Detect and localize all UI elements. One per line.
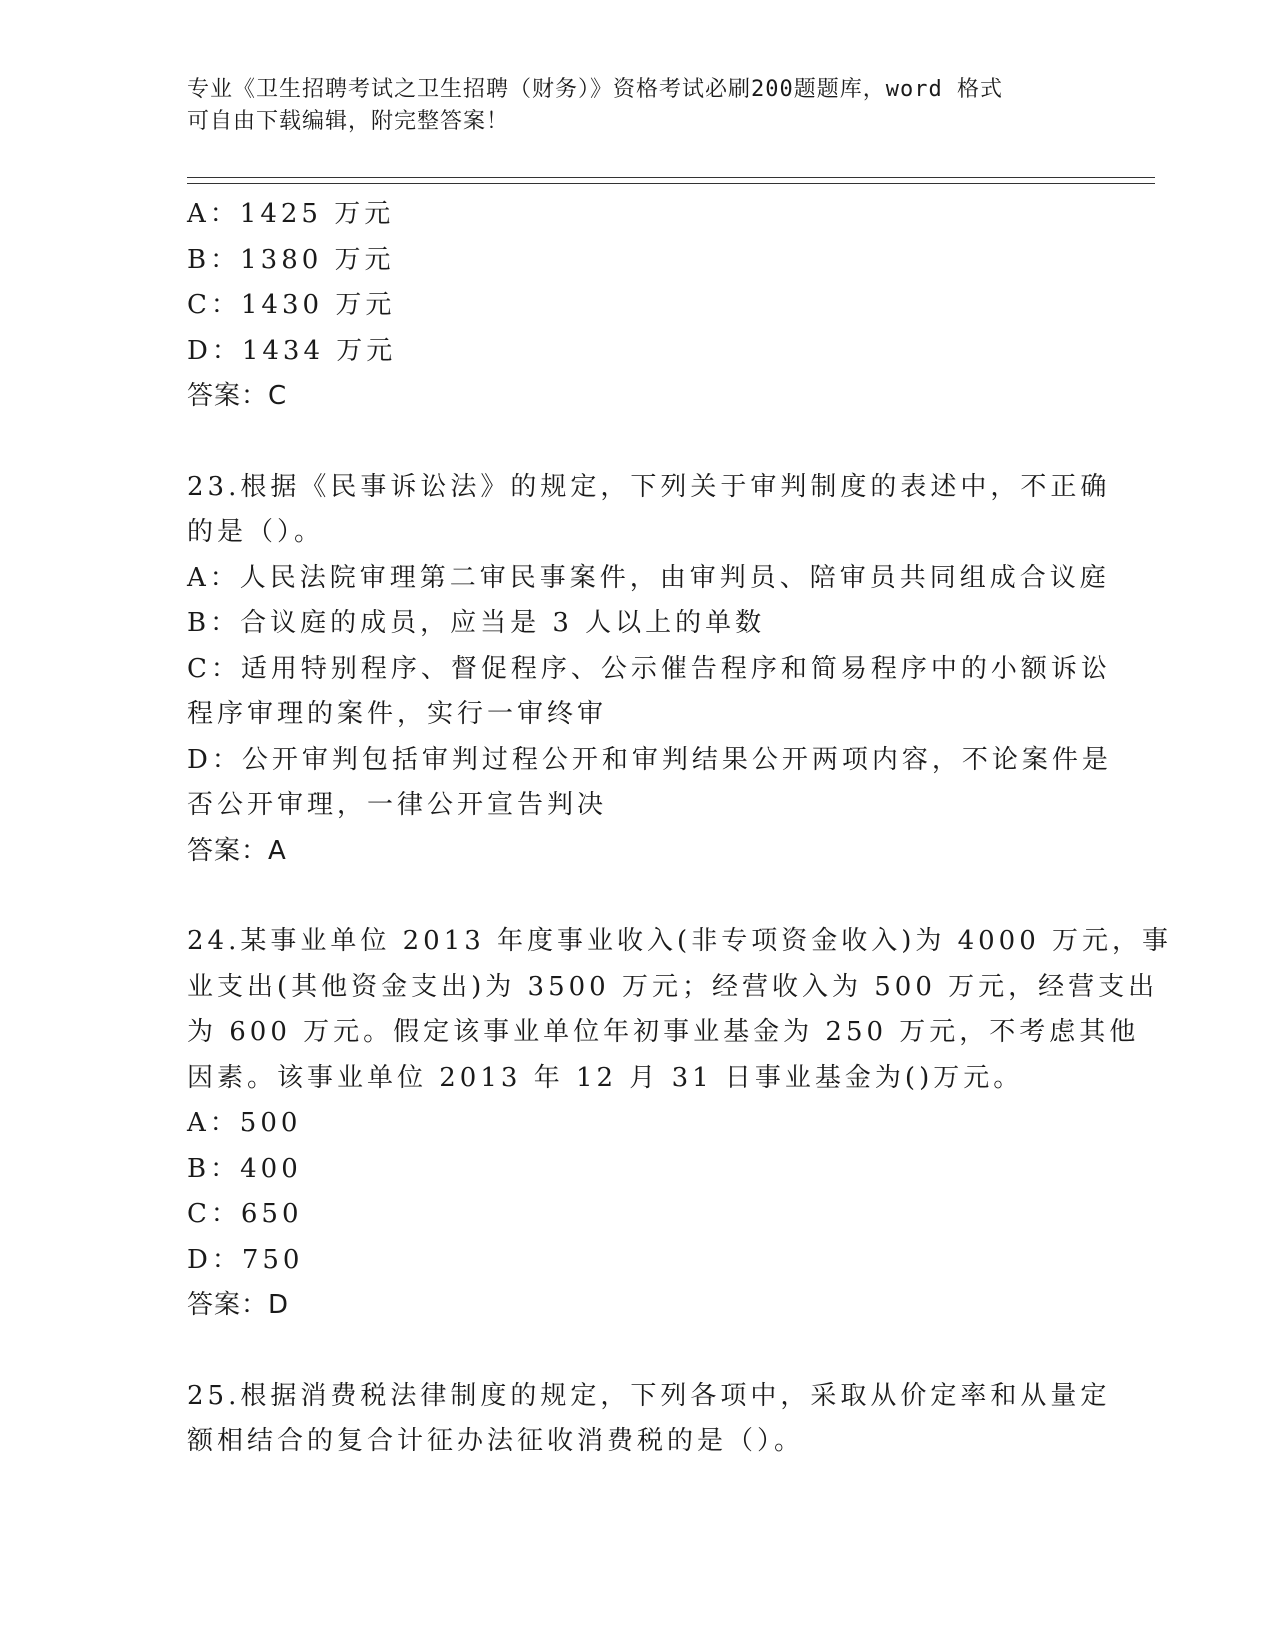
question-25-text-line-2: 额相结合的复合计征办法征收消费税的是（）。 [187,1426,805,1456]
question-24-text-line-4: 因素。该事业单位 2013 年 12 月 31 日事业基金为()万元。 [187,1062,1024,1093]
question-22-answer: 答案：C [187,381,288,411]
option-a: A：人民法院审理第二审民事案件，由审判员、陪审员共同组成合议庭 [187,562,1110,593]
option-c: C：650 [187,1199,303,1229]
option-b: B：1380 万元 [187,244,395,275]
option-d: D：1434 万元 [187,335,397,366]
option-c-continued: 程序审理的案件，实行一审终审 [187,699,608,729]
question-25-text-line-1: 25.根据消费税法律制度的规定，下列各项中，采取从价定率和从量定 [187,1380,1111,1411]
option-d-continued: 否公开审理，一律公开宣告判决 [187,790,608,820]
question-24 [187,919,1173,1329]
question-content [187,192,1173,1465]
header-divider-top [187,177,1155,178]
question-24-text-line-2: 业支出(其他资金支出)为 3500 万元；经营收入为 500 万元，经营支出 [187,971,1159,1002]
question-23-answer: 答案：A [187,835,287,866]
question-25 [187,1374,1111,1465]
option-b: B：400 [187,1153,302,1184]
option-d: D：公开审判包括审判过程公开和审判结果公开两项内容，不论案件是 [187,744,1112,775]
option-d: D：750 [187,1244,304,1275]
spacer [187,1329,1067,1374]
question-24-text-line-3: 为 600 万元。假定该事业单位年初事业基金为 250 万元，不考虑其他 [187,1017,1140,1047]
document-header [187,74,1067,138]
option-b: B：合议庭的成员，应当是 3 人以上的单数 [187,608,766,638]
question-23 [187,465,1112,875]
question-24-answer: 答案：D [187,1290,290,1320]
option-a: A：500 [187,1108,302,1138]
option-a: A：1425 万元 [187,199,395,229]
question-24-text-line-1: 24.某事业单位 2013 年度事业收入(非专项资金收入)为 4000 万元，事 [187,926,1173,956]
question-22-options [187,192,1067,374]
header-divider-bottom [187,183,1155,184]
option-c: C：1430 万元 [187,290,396,320]
option-c: C：适用特别程序、督促程序、公示催告程序和简易程序中的小额诉讼 [187,653,1111,684]
header-line-1: 专业《卫生招聘考试之卫生招聘（财务）》资格考试必刷200题题库，word 格式 [187,77,1003,102]
spacer [187,874,1067,919]
header-line-2: 可自由下载编辑，附完整答案！ [187,109,510,134]
question-23-text-line-1: 23.根据《民事诉讼法》的规定，下列关于审判制度的表述中，不正确 [187,471,1111,502]
spacer [187,420,1067,465]
question-23-text-line-2: 的是（）。 [187,517,325,547]
